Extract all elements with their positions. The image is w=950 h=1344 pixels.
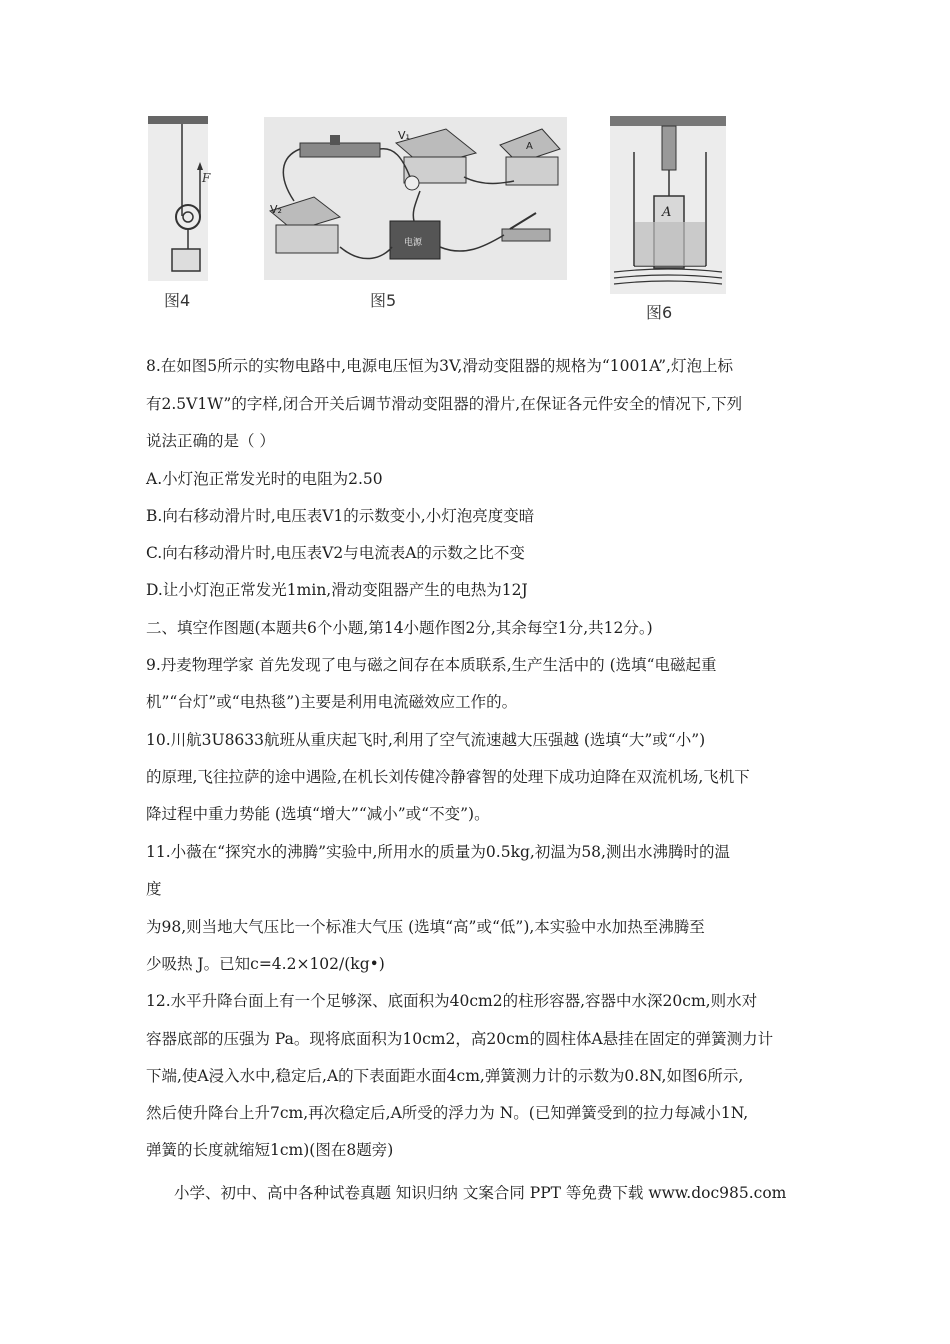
q11-line-2: 度: [146, 880, 162, 898]
v2-label: V₂: [270, 203, 282, 216]
q10-line-1: 10.川航3U8633航班从重庆起飞时,利用了空气流速越大压强越 (选填“大”或“小”): [146, 731, 706, 749]
ammeter-label: A: [526, 141, 533, 152]
figure-4-caption: 图4: [164, 291, 191, 310]
circuit-diagram: [264, 117, 567, 280]
figure-4-pulley: [148, 116, 211, 281]
section-2-heading: 二、填空作图题(本题共6个小题,第14小题作图2分,其余每空1分,共12分。): [146, 619, 653, 637]
v1-label: V₁: [398, 129, 410, 142]
q12-line-1: 12.水平升降台面上有一个足够深、底面积为40cm2的柱形容器,容器中水深20cm,则水对: [146, 992, 758, 1010]
buoyancy-diagram: [610, 116, 726, 294]
q11-line-3: 为98,则当地大气压比一个标准大气压 (选填“高”或“低”),本实验中水加热至沸腾至: [146, 918, 705, 936]
figure-5-caption: 图5: [370, 291, 397, 310]
q11-line-4: 少吸热 J。已知c=4.2×102/(kg•): [146, 955, 385, 973]
q10-line-2: 的原理,飞往拉萨的途中遇险,在机长刘传健冷静睿智的处理下成功迫降在双流机场,飞机下: [146, 768, 750, 786]
cylinder-label: A: [662, 205, 672, 220]
figure-6-buoyancy: [610, 116, 726, 294]
q8-option-a: A.小灯泡正常发光时的电阻为2.50: [146, 470, 383, 488]
q9-line-1: 9.丹麦物理学家 首先发现了电与磁之间存在本质联系,生产生活中的 (选填“电磁起重: [146, 656, 717, 674]
power-source-label: 电源: [404, 238, 423, 248]
q12-line-5: 弹簧的长度就缩短1cm)(图在8题旁): [146, 1141, 394, 1159]
figure-5-circuit: [264, 117, 567, 280]
q10-line-3: 降过程中重力势能 (选填“增大”“减小”或“不变”)。: [146, 805, 490, 823]
page-footer: 小学、初中、高中各种试卷真题 知识归纳 文案合同 PPT 等免费下载 www.doc985.com: [174, 1184, 787, 1202]
q9-line-2: 机”“台灯”或“电热毯”)主要是利用电流磁效应工作的。: [146, 693, 518, 711]
q8-line-2: 有2.5V1W”的字样,闭合开关后调节滑动变阻器的滑片,在保证各元件安全的情况下,下列: [146, 395, 743, 413]
q8-line-1: 8.在如图5所示的实物电路中,电源电压恒为3V,滑动变阻器的规格为“1001A”,灯泡上标: [146, 357, 733, 375]
figure-6-caption: 图6: [646, 303, 673, 322]
q11-line-1: 11.小薇在“探究水的沸腾”实验中,所用水的质量为0.5kg,初温为58,测出水沸腾时的温: [146, 843, 730, 861]
q8-option-c: C.向右移动滑片时,电压表V2与电流表A的示数之比不变: [146, 544, 525, 562]
q8-line-3: 说法正确的是（ ）: [146, 432, 275, 450]
q12-line-4: 然后使升降台上升7cm,再次稳定后,A所受的浮力为 N。(已知弹簧受到的拉力每减小1N,: [146, 1104, 749, 1122]
q8-option-d: D.让小灯泡正常发光1min,滑动变阻器产生的电热为12J: [146, 581, 528, 599]
q8-option-b: B.向右移动滑片时,电压表V1的示数变小,小灯泡亮度变暗: [146, 507, 535, 525]
force-label: F: [202, 171, 211, 185]
q12-line-3: 下端,使A浸入水中,稳定后,A的下表面距水面4cm,弹簧测力计的示数为0.8N,如图6所示,: [146, 1067, 744, 1085]
pulley-diagram: [148, 116, 211, 281]
q12-line-2: 容器底部的压强为 Pa。现将底面积为10cm2，高20cm的圆柱体A悬挂在固定的弹簧测力计: [146, 1030, 774, 1048]
